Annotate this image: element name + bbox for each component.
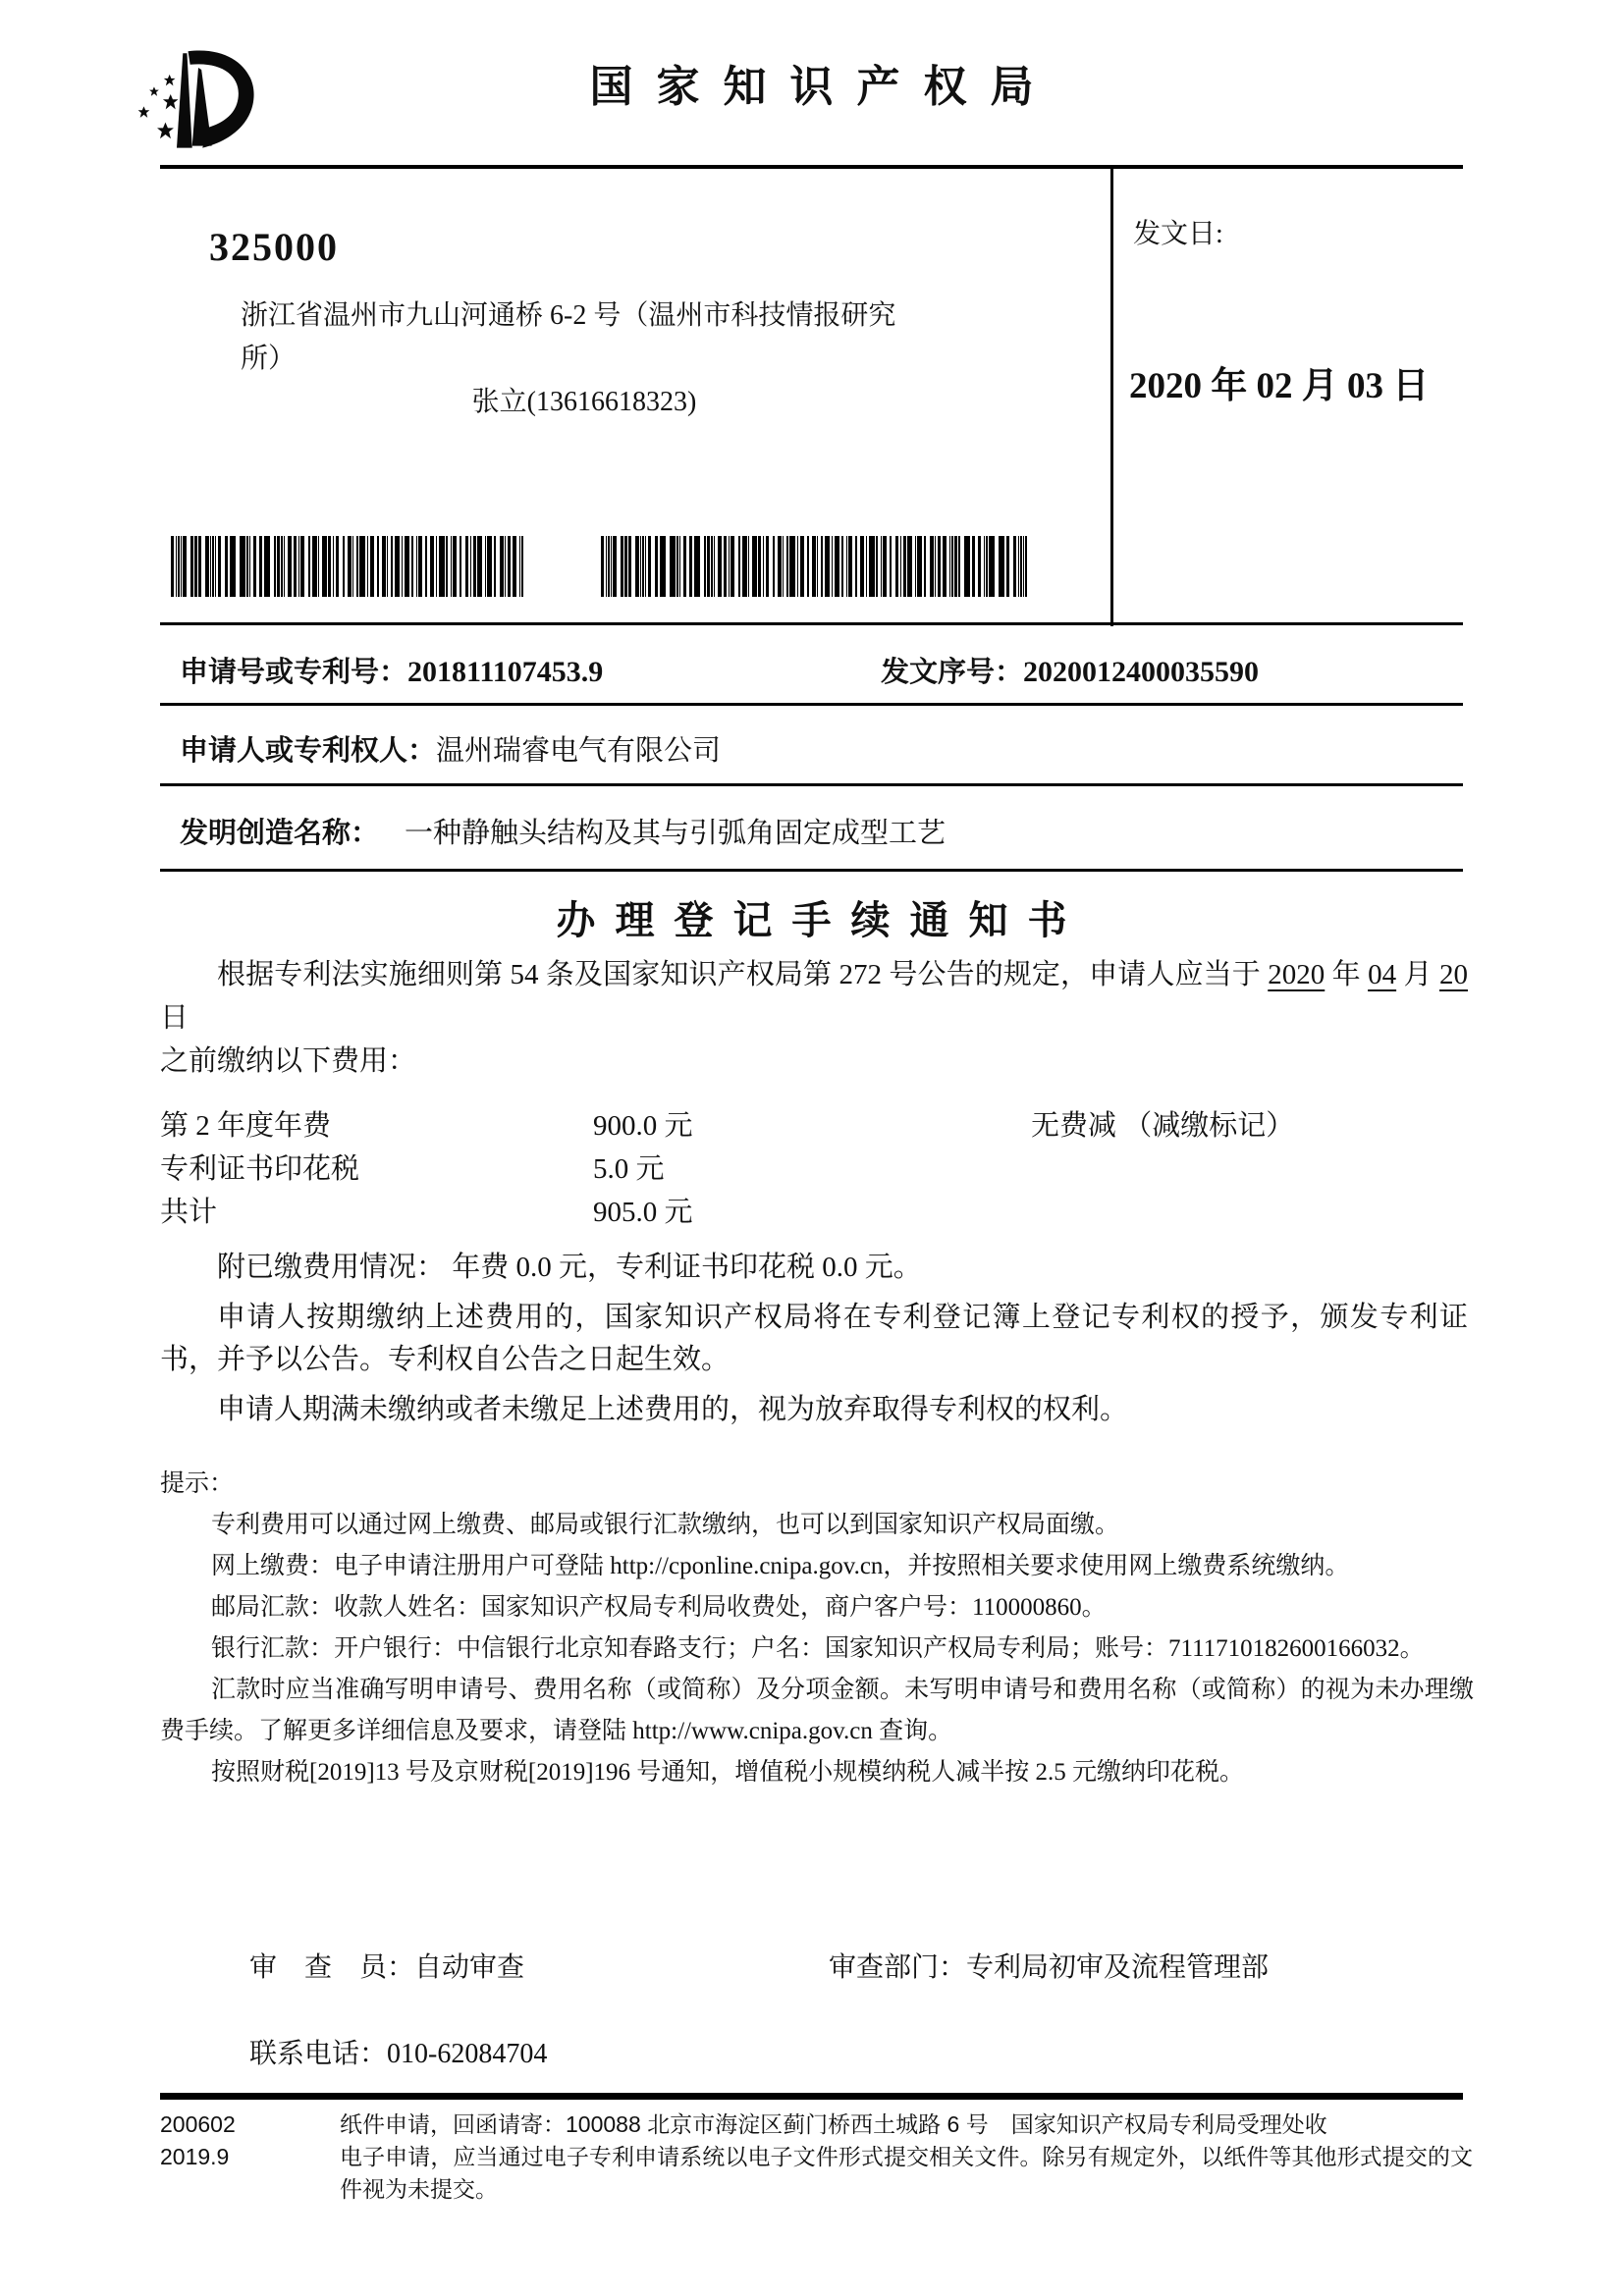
footer-form-code: 200602 (160, 2111, 236, 2137)
fee-table (160, 1104, 1468, 1234)
tip-line: 网上缴费：电子申请注册用户可登陆 http://cponline.cnipa.gov.cn，并按照相关要求使用网上缴费系统缴纳。 (211, 1553, 1350, 1579)
date-box-divider (1110, 165, 1113, 626)
tip-line: 银行汇款：开户银行：中信银行北京知春路支行；户名：国家知识产权局专利局；账号：7111710182600166032。 (211, 1635, 1425, 1662)
dispatch-no-label: 发文序号： (881, 657, 1024, 688)
recipient-address-block (241, 294, 928, 424)
header-rule (160, 165, 1463, 169)
footer-codes (160, 2109, 340, 2206)
row-rule (160, 783, 1463, 786)
dispatch-no-value: 2020012400035590 (1023, 656, 1260, 688)
invention-value: 一种静触头结构及其与引弧角固定成型工艺 (405, 818, 947, 849)
application-number-row (180, 650, 1466, 690)
tip-line: 按照财税[2019]13 号及京财税[2019]196 号通知，增值税小规模纳税人减半按 2.5 元缴纳印花税。 (211, 1759, 1245, 1786)
dispatch-date-value: 2020 年 02 月 03 日 (1129, 366, 1430, 406)
barcode-right (601, 536, 1027, 597)
dispatch-date-label: 发文日: (1133, 219, 1223, 249)
invention-row (180, 811, 1466, 851)
fee-row (160, 1104, 1468, 1148)
department-group (829, 1946, 1269, 1985)
forfeit-paragraph: 申请人期满未缴纳或者未缴足上述费用的，视为放弃取得专利权的权利。 (217, 1394, 1129, 1425)
department-label: 审查部门： (829, 1952, 967, 1983)
notice-body (160, 1247, 1468, 1431)
agency-title: 国家知识产权局 (589, 63, 1057, 111)
examiner-label: 审 查 员： (249, 1952, 415, 1983)
phone-row (249, 2032, 547, 2071)
phone-label: 联系电话： (249, 2039, 388, 2069)
tip-line: 专利费用可以通过网上缴费、邮局或银行汇款缴纳，也可以到国家知识产权局面缴。 (211, 1512, 1120, 1538)
applicant-value: 温州瑞睿电气有限公司 (436, 735, 722, 767)
phone-value: 010-62084704 (387, 2039, 548, 2069)
fee-note: 无费减 （减缴标记） (1031, 1110, 1295, 1142)
application-no-label: 申请号或专利号： (180, 657, 408, 688)
row-rule (160, 869, 1463, 872)
applicant-label: 申请人或专利权人： (180, 735, 437, 767)
fee-amount: 5.0 元 (593, 1153, 665, 1185)
footer-form-date: 2019.9 (160, 2144, 230, 2169)
row-rule (160, 622, 1463, 625)
fee-name: 第 2 年度年费 (160, 1110, 332, 1142)
applicant-row (180, 728, 1466, 769)
dispatch-no-group (881, 650, 1259, 690)
fee-name: 共计 (160, 1197, 218, 1228)
tips-section (160, 1464, 1474, 1793)
examiner-value: 自动审查 (414, 1952, 525, 1983)
recipient-address: 浙江省温州市九山河通桥 6-2 号（温州市科技情报研究所） (241, 300, 896, 374)
department-value: 专利局初审及流程管理部 (966, 1952, 1270, 1983)
paid-fees-paragraph: 附已缴费用情况： 年费 0.0 元，专利证书印花税 0.0 元。 (217, 1252, 922, 1283)
footer-line: 电子申请，应当通过电子专利申请系统以电子文件形式提交相关文件。除另有规定外，以纸件等其他形式提交的文件视为未提交。 (340, 2144, 1473, 2202)
review-row (249, 1946, 1477, 1985)
barcode-left (171, 536, 524, 597)
tip-line: 汇款时应当准确写明申请号、费用名称（或简称）及分项金额。未写明申请号和费用名称（或简称）的视为未办理缴费手续。了解更多详细信息及要求，请登陆 http://www.cnipa.gov.cn 查询。 (160, 1677, 1474, 1744)
grant-paragraph: 申请人按期缴纳上述费用的，国家知识产权局将在专利登记簿上登记专利权的授予，颁发专利证书，并予以公告。专利权自公告之日起生效。 (160, 1302, 1468, 1375)
footer-text (340, 2109, 1473, 2206)
notice-title: 办理登记手续通知书 (556, 898, 1087, 942)
fee-row (160, 1191, 1468, 1234)
fee-amount: 900.0 元 (593, 1110, 693, 1142)
row-rule (160, 703, 1463, 706)
fee-row (160, 1148, 1468, 1191)
notice-intro: 根据专利法实施细则第 54 条及国家知识产权局第 272 号公告的规定，申请人应当于 2020 年 04 月 20 日 之前缴纳以下费用： (160, 959, 1468, 1077)
application-no-value: 201811107453.9 (407, 656, 604, 688)
tip-line: 邮局汇款：收款人姓名：国家知识产权局专利局收费处，商户客户号：110000860。 (211, 1594, 1107, 1621)
footer-rule (160, 2093, 1463, 2100)
logo-star (157, 123, 174, 139)
fee-amount: 905.0 元 (593, 1197, 693, 1228)
postal-code: 325000 (209, 225, 339, 269)
fee-name: 专利证书印花税 (160, 1153, 360, 1185)
recipient-contact: 张立(13616618323) (471, 387, 697, 417)
invention-label: 发明创造名称： (180, 818, 380, 849)
footer (160, 2109, 1473, 2206)
tips-label: 提示： (160, 1470, 235, 1497)
footer-line: 纸件申请，回函请寄：100088 北京市海淀区蓟门桥西土城路 6 号 国家知识产权局专利局受理处收 (340, 2111, 1327, 2137)
